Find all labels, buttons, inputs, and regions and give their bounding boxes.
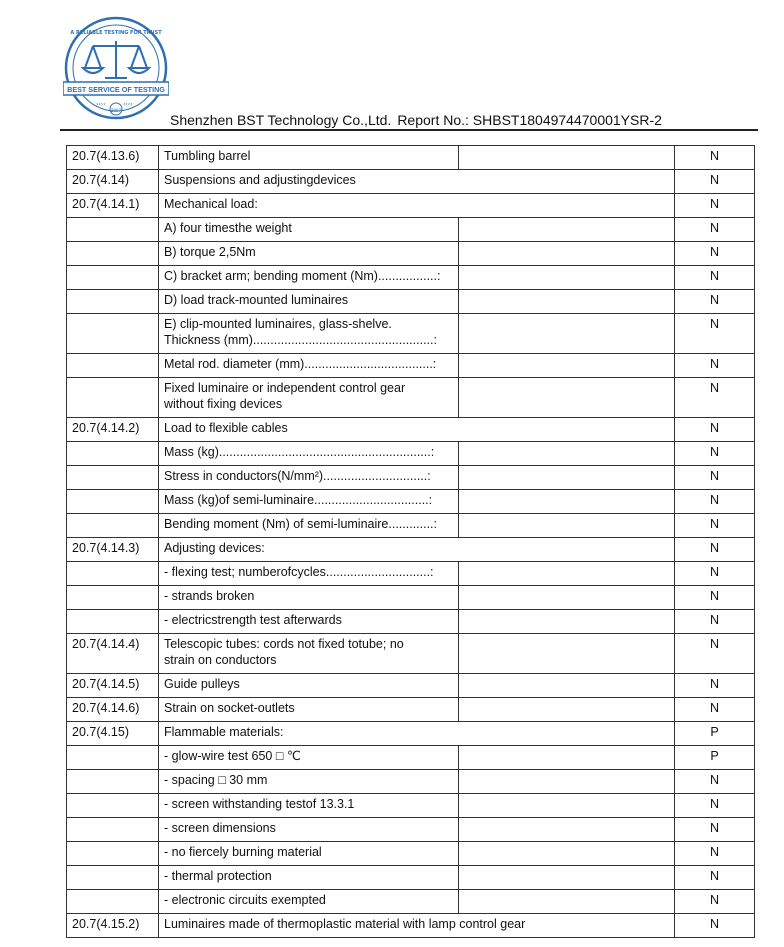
requirement-cell: - spacing □ 30 mm [159, 770, 459, 794]
result-cell [459, 818, 675, 842]
report-header [170, 112, 662, 128]
result-cell [459, 354, 675, 378]
result-cell [459, 378, 675, 418]
table-row [67, 314, 755, 354]
verdict-cell: N [675, 442, 755, 466]
result-cell [459, 290, 675, 314]
verdict-cell: N [675, 794, 755, 818]
clause-cell [67, 218, 159, 242]
result-cell [459, 490, 675, 514]
table-row [67, 914, 755, 938]
result-cell [459, 146, 675, 170]
requirement-cell: - strands broken [159, 586, 459, 610]
result-cell [459, 218, 675, 242]
table-row [67, 170, 755, 194]
logo-banner: BEST SERVICE OF TESTING [67, 85, 165, 94]
requirement-cell: A) four timesthe weight [159, 218, 459, 242]
result-cell [459, 242, 675, 266]
table-row [67, 794, 755, 818]
result-cell [459, 586, 675, 610]
table-row [67, 610, 755, 634]
table-row [67, 490, 755, 514]
requirement-cell: D) load track-mounted luminaires [159, 290, 459, 314]
clause-cell: 20.7(4.14.1) [67, 194, 159, 218]
clause-cell [67, 610, 159, 634]
svg-text:‹‹‹‹: ‹‹‹‹ [123, 101, 133, 108]
requirement-cell: Suspensions and adjustingdevices [159, 170, 675, 194]
verdict-cell: N [675, 194, 755, 218]
requirement-cell: Strain on socket-outlets [159, 698, 459, 722]
verdict-cell: N [675, 890, 755, 914]
result-cell [459, 842, 675, 866]
report-number: Report No.: SHBST1804974470001YSR-2 [397, 112, 662, 128]
verdict-cell: N [675, 674, 755, 698]
verdict-cell: N [675, 698, 755, 722]
verdict-cell: N [675, 818, 755, 842]
clause-cell [67, 770, 159, 794]
requirement-cell: Flammable materials: [159, 722, 675, 746]
clause-cell: 20.7(4.14.6) [67, 698, 159, 722]
clause-cell [67, 562, 159, 586]
verdict-cell: N [675, 418, 755, 442]
result-cell [459, 562, 675, 586]
result-cell [459, 514, 675, 538]
clause-cell: 20.7(4.13.6) [67, 146, 159, 170]
clause-cell [67, 314, 159, 354]
table-row [67, 354, 755, 378]
requirement-cell: Stress in conductors(N/mm²)..............................: [159, 466, 459, 490]
requirement-cell: Luminaires made of thermoplastic material with lamp control gear [159, 914, 675, 938]
verdict-cell: N [675, 242, 755, 266]
table-row [67, 378, 755, 418]
requirement-cell: - glow-wire test 650 □ ℃ [159, 746, 459, 770]
verdict-cell: N [675, 610, 755, 634]
result-cell [459, 866, 675, 890]
scales-icon [83, 41, 149, 78]
header-divider [60, 129, 758, 131]
requirement-cell: - screen withstanding testof 13.3.1 [159, 794, 459, 818]
verdict-cell: N [675, 538, 755, 562]
requirement-cell: Load to flexible cables [159, 418, 675, 442]
verdict-cell: P [675, 722, 755, 746]
requirement-cell: - flexing test; numberofcycles..............................: [159, 562, 459, 586]
company-logo [63, 16, 169, 126]
table-row [67, 466, 755, 490]
clause-cell [67, 890, 159, 914]
requirement-cell: Fixed luminaire or independent control gear without fixing devices [159, 378, 459, 418]
svg-text:››››: ›››› [96, 101, 106, 108]
requirement-cell: E) clip-mounted luminaires, glass-shelve. Thickness (mm)....................................................: [159, 314, 459, 354]
logo-arc-text: A RELIABLE TESTING FOR TRUST [70, 30, 162, 36]
requirement-cell: - thermal protection [159, 866, 459, 890]
verdict-cell: N [675, 842, 755, 866]
clause-cell [67, 442, 159, 466]
verdict-cell: N [675, 378, 755, 418]
verdict-cell: N [675, 866, 755, 890]
table-row [67, 890, 755, 914]
requirement-cell: Mechanical load: [159, 194, 675, 218]
table-row [67, 146, 755, 170]
table-row [67, 770, 755, 794]
clause-cell: 20.7(4.14) [67, 170, 159, 194]
table-row [67, 842, 755, 866]
table-row [67, 698, 755, 722]
logo-seal-text: 2007 [110, 108, 122, 113]
result-cell [459, 314, 675, 354]
table-row [67, 722, 755, 746]
verdict-cell: N [675, 218, 755, 242]
requirement-cell: C) bracket arm; bending moment (Nm).................: [159, 266, 459, 290]
verdict-cell: N [675, 770, 755, 794]
requirement-cell: B) torque 2,5Nm [159, 242, 459, 266]
verdict-cell: N [675, 354, 755, 378]
clause-cell: 20.7(4.14.5) [67, 674, 159, 698]
table-row [67, 562, 755, 586]
table-row [67, 634, 755, 674]
table-row [67, 514, 755, 538]
clause-cell [67, 842, 159, 866]
table-row [67, 586, 755, 610]
result-cell [459, 634, 675, 674]
clause-cell [67, 378, 159, 418]
table-row [67, 242, 755, 266]
clause-cell: 20.7(4.14.4) [67, 634, 159, 674]
result-cell [459, 674, 675, 698]
clause-cell [67, 490, 159, 514]
verdict-cell: N [675, 266, 755, 290]
clause-cell [67, 242, 159, 266]
result-cell [459, 442, 675, 466]
table-row [67, 442, 755, 466]
requirement-cell: - no fiercely burning material [159, 842, 459, 866]
clause-cell [67, 354, 159, 378]
clause-cell [67, 746, 159, 770]
clause-cell [67, 818, 159, 842]
clause-cell: 20.7(4.14.3) [67, 538, 159, 562]
table-row [67, 194, 755, 218]
result-cell [459, 698, 675, 722]
clause-cell [67, 514, 159, 538]
verdict-cell: N [675, 146, 755, 170]
requirement-cell: Mass (kg)of semi-luminaire.................................: [159, 490, 459, 514]
clause-cell [67, 586, 159, 610]
result-cell [459, 466, 675, 490]
result-cell [459, 794, 675, 818]
verdict-cell: N [675, 586, 755, 610]
table-row [67, 266, 755, 290]
verdict-cell: N [675, 634, 755, 674]
requirement-cell: - screen dimensions [159, 818, 459, 842]
result-cell [459, 746, 675, 770]
verdict-cell: P [675, 746, 755, 770]
clause-cell [67, 794, 159, 818]
clause-cell: 20.7(4.14.2) [67, 418, 159, 442]
clause-cell: 20.7(4.15) [67, 722, 159, 746]
verdict-cell: N [675, 490, 755, 514]
result-cell [459, 266, 675, 290]
table-row [67, 674, 755, 698]
result-cell [459, 890, 675, 914]
result-cell [459, 610, 675, 634]
requirement-cell: Adjusting devices: [159, 538, 675, 562]
requirement-cell: - electricstrength test afterwards [159, 610, 459, 634]
verdict-cell: N [675, 914, 755, 938]
requirement-cell: Tumbling barrel [159, 146, 459, 170]
result-cell [459, 770, 675, 794]
requirement-cell: Metal rod. diameter (mm).....................................: [159, 354, 459, 378]
table-row [67, 538, 755, 562]
requirement-cell: Mass (kg).............................................................: [159, 442, 459, 466]
table-row [67, 290, 755, 314]
table-row [67, 218, 755, 242]
requirement-cell: - electronic circuits exempted [159, 890, 459, 914]
requirement-cell: Bending moment (Nm) of semi-luminaire.............: [159, 514, 459, 538]
verdict-cell: N [675, 562, 755, 586]
clause-cell: 20.7(4.15.2) [67, 914, 159, 938]
company-name: Shenzhen BST Technology Co.,Ltd. [170, 112, 392, 128]
table-row [67, 746, 755, 770]
clause-cell [67, 290, 159, 314]
table-row [67, 818, 755, 842]
table-row [67, 418, 755, 442]
verdict-cell: N [675, 514, 755, 538]
clause-cell [67, 266, 159, 290]
clause-cell [67, 466, 159, 490]
verdict-cell: N [675, 314, 755, 354]
test-results-table [66, 145, 755, 938]
clause-cell [67, 866, 159, 890]
verdict-cell: N [675, 466, 755, 490]
requirement-cell: Guide pulleys [159, 674, 459, 698]
table-row [67, 866, 755, 890]
requirement-cell: Telescopic tubes: cords not fixed totube; no strain on conductors [159, 634, 459, 674]
verdict-cell: N [675, 290, 755, 314]
verdict-cell: N [675, 170, 755, 194]
